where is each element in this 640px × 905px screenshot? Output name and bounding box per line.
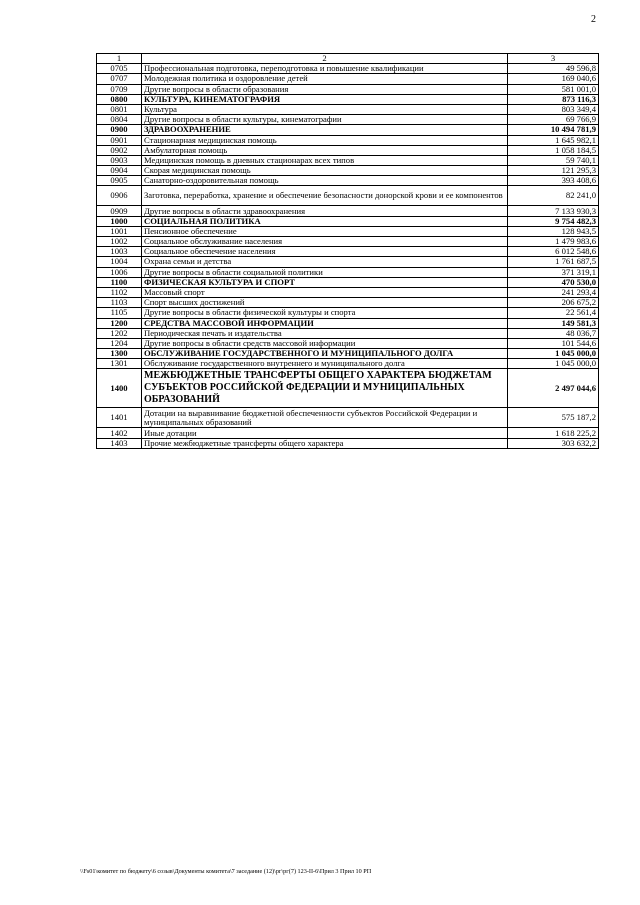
table-header-row xyxy=(97,54,599,64)
amount-cell: 371 319,1 xyxy=(508,267,599,277)
amount-cell: 1 045 000,0 xyxy=(508,359,599,369)
name-cell: Прочие межбюджетные трансферты общего характера xyxy=(142,438,508,448)
amount-cell: 1 479 983,6 xyxy=(508,237,599,247)
table-row xyxy=(97,298,599,308)
code-cell: 1401 xyxy=(97,408,142,428)
amount-cell: 803 349,4 xyxy=(508,104,599,114)
name-cell: Другие вопросы в области физической культуры и спорта xyxy=(142,308,508,318)
code-cell: 0906 xyxy=(97,186,142,206)
table-row xyxy=(97,176,599,186)
amount-cell: 575 187,2 xyxy=(508,408,599,428)
name-cell: Массовый спорт xyxy=(142,287,508,297)
table-row xyxy=(97,267,599,277)
code-cell: 0902 xyxy=(97,145,142,155)
name-cell: Другие вопросы в области социальной политики xyxy=(142,267,508,277)
amount-cell: 7 133 930,3 xyxy=(508,206,599,216)
amount-cell: 393 408,6 xyxy=(508,176,599,186)
name-cell: Скорая медицинская помощь xyxy=(142,166,508,176)
name-cell: ЗДРАВООХРАНЕНИЕ xyxy=(142,125,508,135)
amount-cell: 1 761 687,5 xyxy=(508,257,599,267)
code-cell: 0904 xyxy=(97,166,142,176)
table-row xyxy=(97,359,599,369)
code-cell: 1006 xyxy=(97,267,142,277)
table-row xyxy=(97,308,599,318)
code-cell: 0909 xyxy=(97,206,142,216)
name-cell: Профессиональная подготовка, переподготовка и повышение квалификации xyxy=(142,64,508,74)
table-row xyxy=(97,438,599,448)
table-row xyxy=(97,328,599,338)
name-cell: Культура xyxy=(142,104,508,114)
code-cell: 1400 xyxy=(97,369,142,408)
name-cell: СОЦИАЛЬНАЯ ПОЛИТИКА xyxy=(142,216,508,226)
code-cell: 0800 xyxy=(97,94,142,104)
code-cell: 0804 xyxy=(97,115,142,125)
table-row xyxy=(97,226,599,236)
name-cell: Другие вопросы в области культуры, кинематографии xyxy=(142,115,508,125)
name-cell: ОБСЛУЖИВАНИЕ ГОСУДАРСТВЕННОГО И МУНИЦИПАЛЬНОГО ДОЛГА xyxy=(142,349,508,359)
code-cell: 0707 xyxy=(97,74,142,84)
amount-cell: 9 754 482,3 xyxy=(508,216,599,226)
name-cell: Иные дотации xyxy=(142,428,508,438)
amount-cell: 873 116,3 xyxy=(508,94,599,104)
code-cell: 1300 xyxy=(97,349,142,359)
amount-cell: 10 494 781,9 xyxy=(508,125,599,135)
name-cell: Санаторно-оздоровительная помощь xyxy=(142,176,508,186)
amount-cell: 59 740,1 xyxy=(508,155,599,165)
table-row xyxy=(97,135,599,145)
table-row xyxy=(97,145,599,155)
code-cell: 1100 xyxy=(97,277,142,287)
code-cell: 1001 xyxy=(97,226,142,236)
name-cell: Охрана семьи и детства xyxy=(142,257,508,267)
name-cell: Дотации на выравнивание бюджетной обеспеченности субъектов Российской Федерации и муниципальных образований xyxy=(142,408,508,428)
budget-table xyxy=(96,53,599,449)
name-cell: КУЛЬТУРА, КИНЕМАТОГРАФИЯ xyxy=(142,94,508,104)
name-cell: Медицинская помощь в дневных стационарах всех типов xyxy=(142,155,508,165)
table-row xyxy=(97,237,599,247)
code-cell: 1004 xyxy=(97,257,142,267)
code-cell: 1204 xyxy=(97,338,142,348)
code-cell: 1403 xyxy=(97,438,142,448)
code-cell: 0705 xyxy=(97,64,142,74)
code-cell: 1103 xyxy=(97,298,142,308)
amount-cell: 241 293,4 xyxy=(508,287,599,297)
amount-cell: 49 596,8 xyxy=(508,64,599,74)
name-cell: МЕЖБЮДЖЕТНЫЕ ТРАНСФЕРТЫ ОБЩЕГО ХАРАКТЕРА БЮДЖЕТАМ СУБЪЕКТОВ РОССИЙСКОЙ ФЕДЕРАЦИИ И МУНИЦИПАЛЬНЫХ ОБРАЗОВАНИЙ xyxy=(142,369,508,408)
header-cell-amount: 3 xyxy=(508,54,599,64)
table-row xyxy=(97,155,599,165)
table-row xyxy=(97,74,599,84)
table-row xyxy=(97,84,599,94)
amount-cell: 82 241,0 xyxy=(508,186,599,206)
page-number: 2 xyxy=(591,14,596,25)
code-cell: 0905 xyxy=(97,176,142,186)
name-cell: Периодическая печать и издательства xyxy=(142,328,508,338)
code-cell: 1003 xyxy=(97,247,142,257)
table-row xyxy=(97,115,599,125)
table-row xyxy=(97,349,599,359)
name-cell: Социальное обслуживание населения xyxy=(142,237,508,247)
table-row xyxy=(97,247,599,257)
code-cell: 1301 xyxy=(97,359,142,369)
table-row xyxy=(97,104,599,114)
amount-cell: 1 645 982,1 xyxy=(508,135,599,145)
name-cell: Социальное обеспечение населения xyxy=(142,247,508,257)
name-cell: Другие вопросы в области образования xyxy=(142,84,508,94)
name-cell: Заготовка, переработка, хранение и обеспечение безопасности донорской крови и ее компонентов xyxy=(142,186,508,206)
amount-cell: 149 581,3 xyxy=(508,318,599,328)
amount-cell: 470 530,0 xyxy=(508,277,599,287)
table-row xyxy=(97,166,599,176)
name-cell: Другие вопросы в области средств массовой информации xyxy=(142,338,508,348)
table-row xyxy=(97,338,599,348)
code-cell: 0903 xyxy=(97,155,142,165)
code-cell: 1402 xyxy=(97,428,142,438)
amount-cell: 6 012 548,6 xyxy=(508,247,599,257)
amount-cell: 1 058 184,5 xyxy=(508,145,599,155)
table-row xyxy=(97,206,599,216)
amount-cell: 101 544,6 xyxy=(508,338,599,348)
name-cell: Молодежная политика и оздоровление детей xyxy=(142,74,508,84)
code-cell: 1105 xyxy=(97,308,142,318)
table-row xyxy=(97,257,599,267)
code-cell: 1002 xyxy=(97,237,142,247)
table-row xyxy=(97,287,599,297)
name-cell: Амбулаторная помощь xyxy=(142,145,508,155)
code-cell: 1202 xyxy=(97,328,142,338)
name-cell: СРЕДСТВА МАССОВОЙ ИНФОРМАЦИИ xyxy=(142,318,508,328)
name-cell: Спорт высших достижений xyxy=(142,298,508,308)
amount-cell: 22 561,4 xyxy=(508,308,599,318)
code-cell: 0900 xyxy=(97,125,142,135)
table-row xyxy=(97,216,599,226)
name-cell: Пенсионное обеспечение xyxy=(142,226,508,236)
table-row xyxy=(97,94,599,104)
amount-cell: 581 001,0 xyxy=(508,84,599,94)
table-row xyxy=(97,408,599,428)
amount-cell: 2 497 044,6 xyxy=(508,369,599,408)
code-cell: 1000 xyxy=(97,216,142,226)
amount-cell: 128 943,5 xyxy=(508,226,599,236)
amount-cell: 303 632,2 xyxy=(508,438,599,448)
amount-cell: 1 618 225,2 xyxy=(508,428,599,438)
header-cell-code: 1 xyxy=(97,54,142,64)
table-row xyxy=(97,428,599,438)
table-row xyxy=(97,64,599,74)
table-row xyxy=(97,277,599,287)
table-row xyxy=(97,369,599,408)
file-path-footer: \\Fs01\комитет по бюджету\6 созыв\Документы комитета\7 заседание (12)\рг\рг(7) 123-II-6\Прил 3 Прил 10 РП xyxy=(80,868,372,875)
amount-cell: 206 675,2 xyxy=(508,298,599,308)
table-row xyxy=(97,186,599,206)
amount-cell: 121 295,3 xyxy=(508,166,599,176)
code-cell: 0801 xyxy=(97,104,142,114)
code-cell: 1200 xyxy=(97,318,142,328)
name-cell: ФИЗИЧЕСКАЯ КУЛЬТУРА И СПОРТ xyxy=(142,277,508,287)
amount-cell: 169 040,6 xyxy=(508,74,599,84)
code-cell: 0709 xyxy=(97,84,142,94)
table-row xyxy=(97,318,599,328)
code-cell: 0901 xyxy=(97,135,142,145)
table-row xyxy=(97,125,599,135)
code-cell: 1102 xyxy=(97,287,142,297)
name-cell: Стационарная медицинская помощь xyxy=(142,135,508,145)
header-cell-name: 2 xyxy=(142,54,508,64)
name-cell: Обслуживание государственного внутреннего и муниципального долга xyxy=(142,359,508,369)
amount-cell: 48 036,7 xyxy=(508,328,599,338)
amount-cell: 69 766,9 xyxy=(508,115,599,125)
name-cell: Другие вопросы в области здравоохранения xyxy=(142,206,508,216)
amount-cell: 1 045 000,0 xyxy=(508,349,599,359)
